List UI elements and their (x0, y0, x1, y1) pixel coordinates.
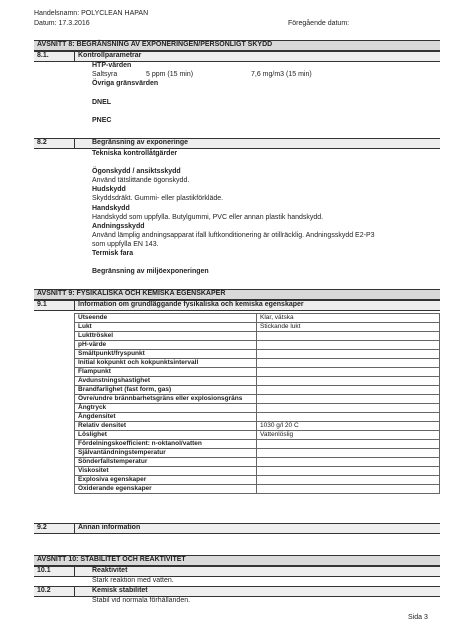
previous-date: Föregående datum: (288, 20, 350, 27)
table-row (75, 350, 440, 359)
property-value (257, 476, 440, 485)
property-name: Övre/undre brännbarhetsgräns eller explosionsgräns (75, 395, 257, 404)
property-value: Stickande lukt (257, 323, 440, 332)
property-name: pH-värde (75, 341, 257, 350)
property-name: Sönderfallstemperatur (75, 458, 257, 467)
table-row (75, 323, 440, 332)
hand-heading: Handskydd (92, 205, 130, 212)
table-row (75, 314, 440, 323)
section-9-title: AVSNITT 9: FYSIKALISKA OCH KEMISKA EGENSKAPER (37, 290, 226, 297)
property-name: Flampunkt (75, 368, 257, 377)
tech-controls: Tekniska kontrollåtgärder (92, 150, 178, 157)
subsection-title: Kontrollparametrar (78, 52, 142, 59)
property-name: Viskositet (75, 467, 257, 476)
table-row (75, 485, 440, 494)
resp-text-line2: som uppfylla EN 143. (92, 241, 159, 248)
table-row (75, 467, 440, 476)
resp-text-line1: Använd lämplig andningsapparat ifall luftkonditionering är otillräcklig. Andningsskydd E2-P3 (92, 232, 375, 239)
pnec-label: PNEC (92, 117, 112, 124)
property-value (257, 404, 440, 413)
property-value (257, 368, 440, 377)
property-value (257, 413, 440, 422)
eye-heading: Ögonskydd / ansiktsskydd (92, 168, 181, 175)
property-value (257, 341, 440, 350)
property-value (257, 449, 440, 458)
table-row (75, 395, 440, 404)
table-row (75, 422, 440, 431)
property-value (257, 332, 440, 341)
property-value (257, 485, 440, 494)
dnel-label: DNEL (92, 99, 112, 106)
htp-mg: 7,6 mg/m3 (15 min) (251, 71, 312, 78)
property-name: Brandfarlighet (fast form, gas) (75, 386, 257, 395)
property-name: Initial kokpunkt och kokpunktsintervall (75, 359, 257, 368)
subsection-number: 9.1 (37, 301, 47, 308)
section-10-title: AVSNITT 10: STABILITET OCH REAKTIVITET (37, 556, 186, 563)
section-8-title: AVSNITT 8: BEGRÄNSNING AV EXPONERINGEN/PERSONLIGT SKYDD (37, 41, 273, 48)
table-row (75, 449, 440, 458)
subsection-title: Information om grundläggande fysikaliska och kemiska egenskaper (78, 301, 304, 308)
table-row (75, 404, 440, 413)
eye-text: Använd tätslittande ögonskydd. (92, 177, 190, 184)
hand-text: Handskydd som uppfylla. Butylgummi, PVC eller annan plastik handskydd. (92, 214, 324, 221)
property-value (257, 440, 440, 449)
property-name: Fördelningskoefficient: n-oktanol/vatten (75, 440, 257, 449)
env-heading: Begränsning av miljöexponeringen (92, 268, 209, 275)
thermal-heading: Termisk fara (92, 250, 134, 257)
properties-table (74, 313, 440, 494)
property-name: Smältpunkt/fryspunkt (75, 350, 257, 359)
property-name: Relativ densitet (75, 422, 257, 431)
property-name: Lukt (75, 323, 257, 332)
property-value (257, 467, 440, 476)
table-row (75, 377, 440, 386)
subsection-number: 8.1. (37, 52, 49, 59)
stability-text: Stabil vid normala förhållanden. (92, 597, 191, 604)
subsection-title: Reaktivitet (92, 567, 128, 574)
table-row (75, 332, 440, 341)
product-name: Handelsnamn: POLYCLEAN HAPAN (34, 10, 149, 17)
table-row (75, 368, 440, 377)
subsection-title: Annan information (78, 524, 141, 531)
property-name: Självantändningstemperatur (75, 449, 257, 458)
property-value (257, 377, 440, 386)
subsection-number: 10.1 (37, 567, 51, 574)
table-row (75, 359, 440, 368)
property-value: Vattenlöslig (257, 431, 440, 440)
property-name: Lukttröskel (75, 332, 257, 341)
property-name: Utseende (75, 314, 257, 323)
htp-substance: Saltsyra (92, 71, 118, 78)
skin-heading: Hudskydd (92, 186, 126, 193)
subsection-number: 9.2 (37, 524, 47, 531)
table-row (75, 413, 440, 422)
property-name: Oxiderande egenskaper (75, 485, 257, 494)
property-value: Klar, vätska (257, 314, 440, 323)
htp-ppm: 5 ppm (15 min) (146, 71, 194, 78)
table-row (75, 476, 440, 485)
subsection-number: 10.2 (37, 587, 51, 594)
property-value (257, 350, 440, 359)
property-value (257, 395, 440, 404)
property-value (257, 458, 440, 467)
page-number: Sida 3 (408, 614, 428, 621)
table-row (75, 386, 440, 395)
resp-heading: Andningsskydd (92, 223, 145, 230)
reactivity-text: Stark reaktion med vatten. (92, 577, 174, 584)
property-name: Ångtryck (75, 404, 257, 413)
property-name: Avdunstningshastighet (75, 377, 257, 386)
subsection-title: Kemisk stabilitet (92, 587, 148, 594)
table-row (75, 431, 440, 440)
property-value (257, 386, 440, 395)
table-row (75, 458, 440, 467)
property-name: Löslighet (75, 431, 257, 440)
property-value: 1030 g/l 20 C (257, 422, 440, 431)
table-row (75, 341, 440, 350)
document-date: Datum: 17.3.2016 (34, 20, 90, 27)
table-row (75, 440, 440, 449)
property-name: Ångdensitet (75, 413, 257, 422)
other-limits: Övriga gränsvärden (92, 80, 159, 87)
htp-label: HTP-värden (92, 62, 132, 69)
property-name: Explosiva egenskaper (75, 476, 257, 485)
property-value (257, 359, 440, 368)
subsection-number: 8.2 (37, 139, 47, 146)
subsection-title: Begränsning av exponeringe (92, 139, 189, 146)
skin-text: Skyddsdräkt. Gummi- eller plastikförkläde. (92, 195, 224, 202)
